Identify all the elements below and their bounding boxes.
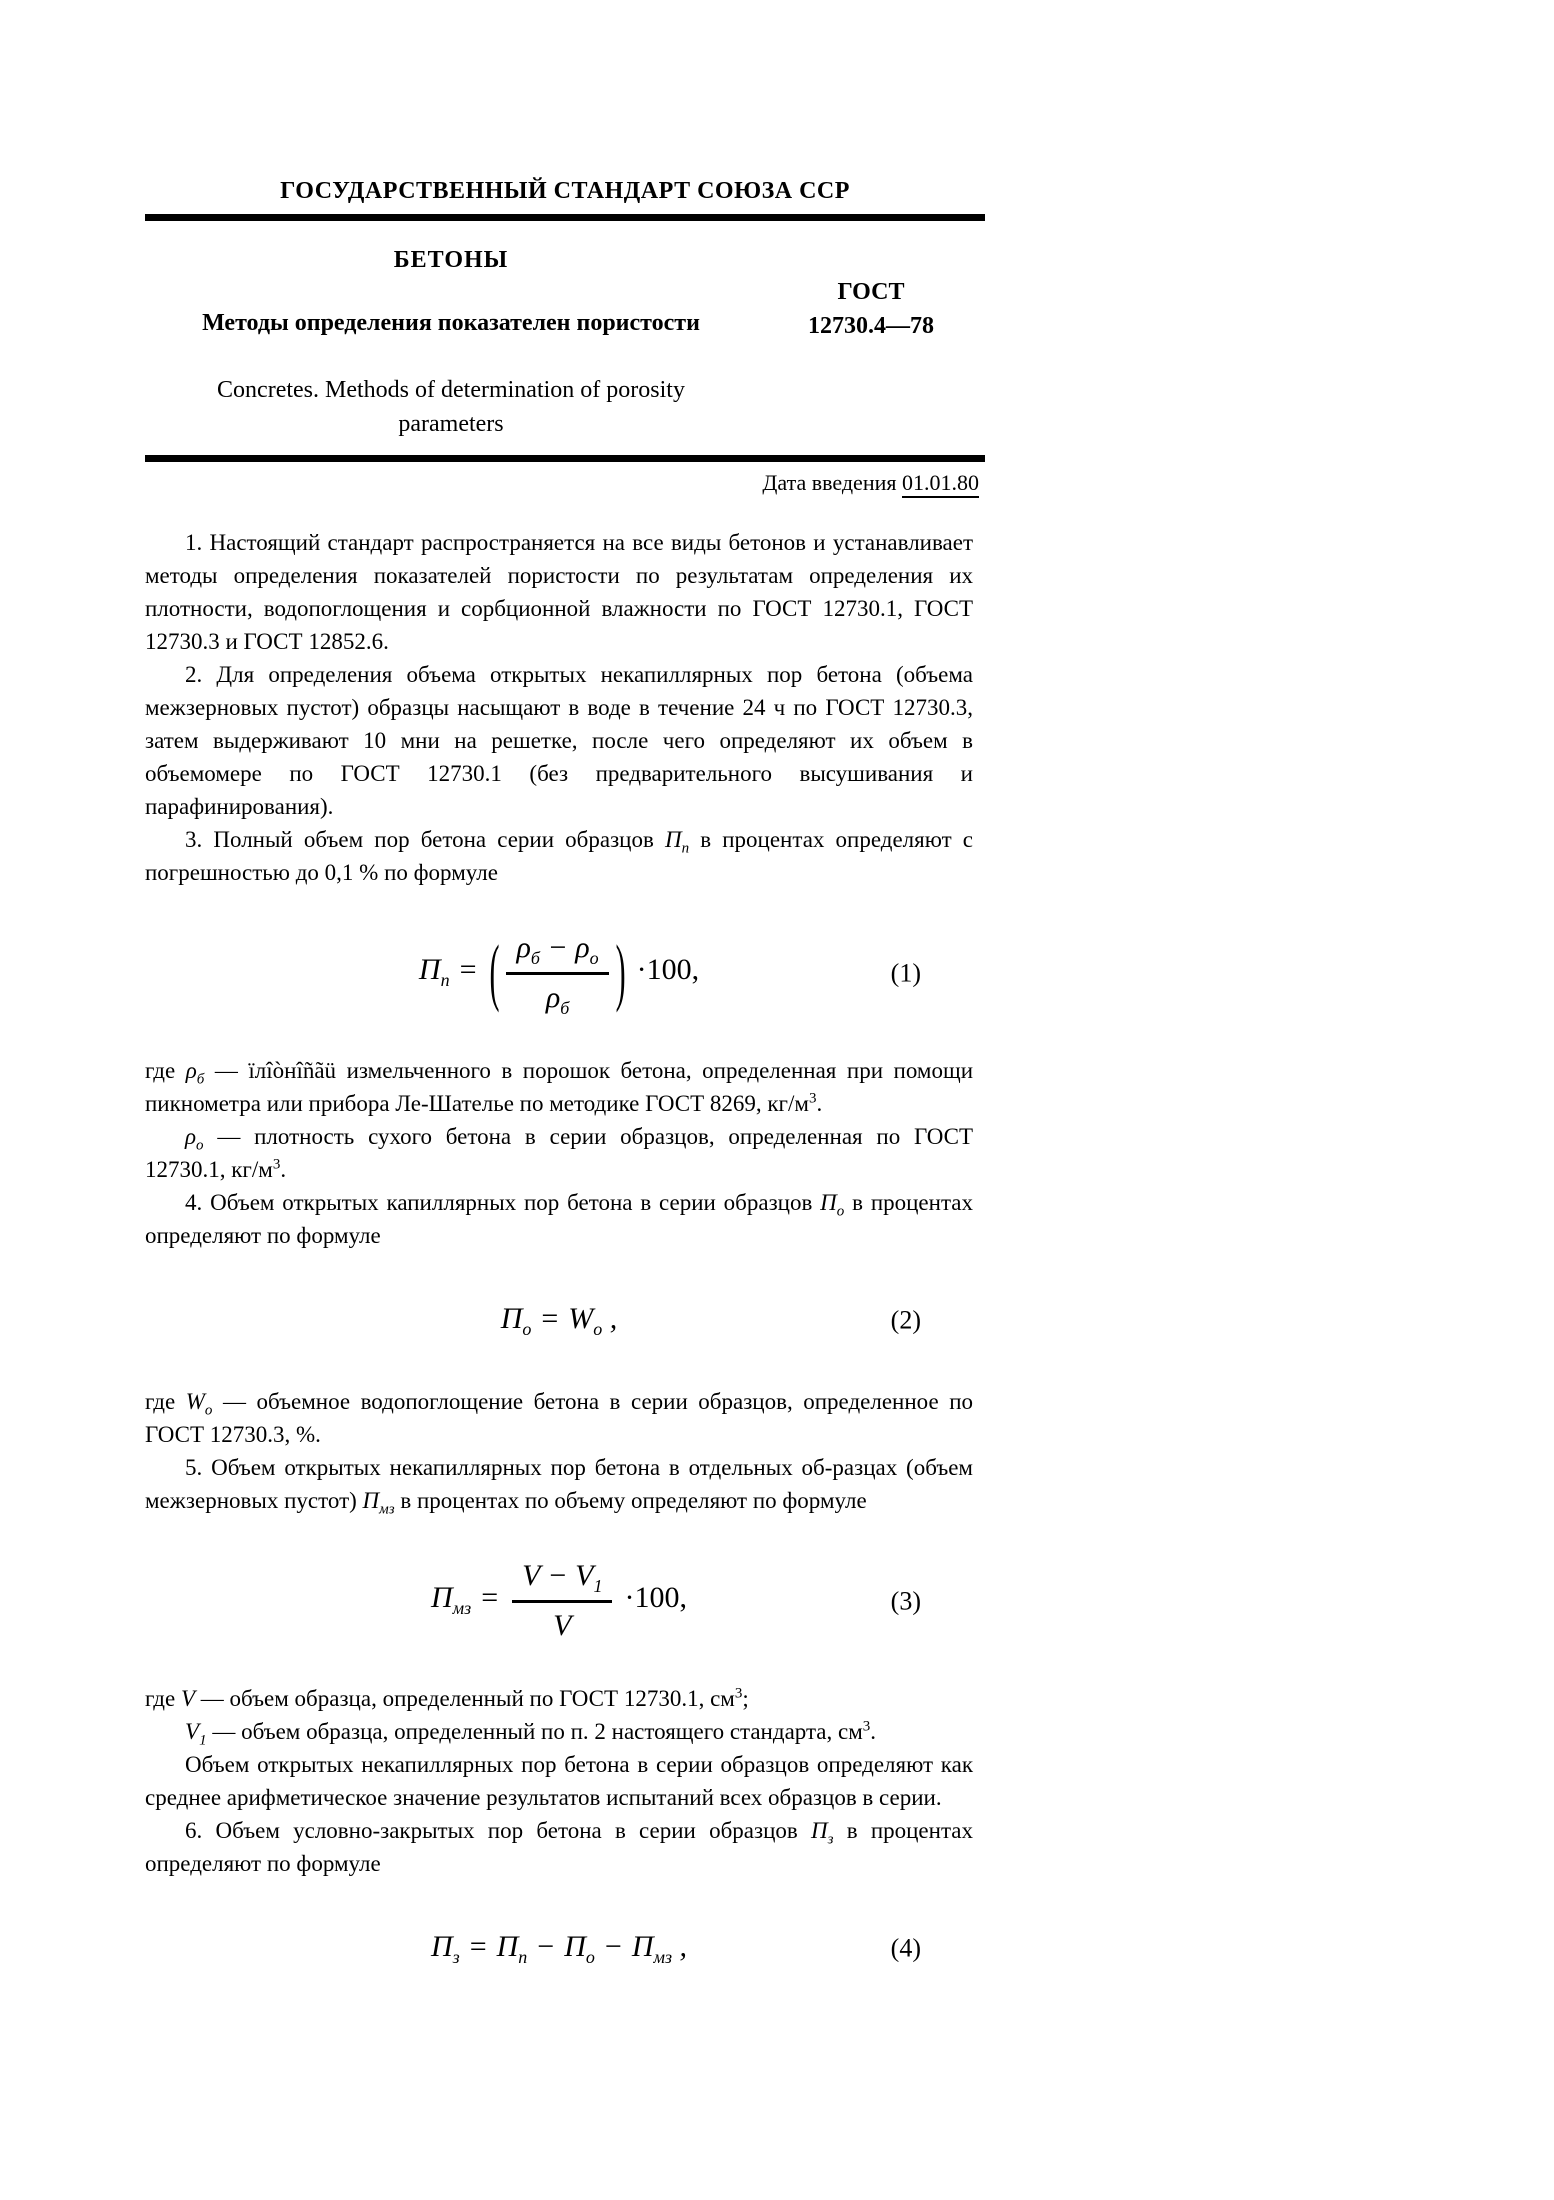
subtitle-en-line2: parameters [398,411,504,437]
formula-2-number: (2) [890,1305,921,1334]
date-value: 01.01.80 [902,470,979,498]
symbol-Pp: $П_п$ [664,827,690,857]
formula-2-expression: $П_о = W_о$ , [500,1302,618,1339]
formula-4 [145,1930,973,1965]
paragraph-5: 5. Объем открытых некапиллярных пор бетона в отдельных об-разцах (объем межзерновых пустот) $П_{мз}$ в процентах по объему определяют по формуле [145,1455,973,1518]
paragraph-4: 4. Объем открытых капиллярных пор бетона в серии образцов $П_о$ в процентах определяют по формуле [145,1190,973,1248]
formula-3-expression: $П_{мз}$ = $\frac{V - V_1}{V}$ ·100, [431,1559,687,1642]
date-label: Дата введения [762,470,902,495]
formula-4-expression: $П_з = П_п - П_о - П_{мз}$ , [431,1930,687,1967]
middle-divider [145,455,985,462]
subtitle-en-line1: Concretes. Methods of determination of porosity [217,377,685,403]
formula-4-number: (4) [890,1933,921,1962]
standard-code-block [757,247,985,441]
where-rho-b: где $\rho_б$ — ïлîòнîñãü измельченного в порошок бетона, определенная при помощи пикнометра или прибора Ле-Шателье по методике ГОСТ 8269, $кг/м^3$. [145,1058,973,1116]
where-V: где V — объем образца, определенный по ГОСТ 12730.1, $см^3$; [145,1685,749,1711]
where-W: где $W_о$ — объемное водопоглощение бетона в серии образцов, определенное по ГОСТ 12730.3, %. [145,1389,973,1447]
paragraph-7: 6. Объем условно-закрытых пор бетона в серии образцов $П_з$ в процентах определяют по формуле [145,1818,973,1876]
close-paren: ) [615,931,626,1014]
paragraph-3: 3. Полный объем пор бетона серии образцов $П_п$ в процентах определяют с погрешностью до 0,1 % по формуле [145,827,973,885]
paragraph-1: 1. Настоящий стандарт распространяется на все виды бетонов и устанавливает методы определения показателей пористости по результатам определения их плотности, водопоглощения и сорбционной влажности по ГОСТ 12730.1, ГОСТ 12730.3 и ГОСТ 12852.6. [145,530,973,654]
formula-1 [145,931,973,1018]
open-paren: ( [489,931,500,1014]
formula-2 [145,1302,973,1337]
fraction: $\frac{\rho_б - \rho_о}{\rho_б}$ [506,931,608,1014]
formula-1-expression: $П_п$ = ( $\frac{\rho_б - \rho_о}{\rho_б}$ ) ·100, [418,931,700,1018]
document-subtitle-ru: Методы определения показателен пористости [202,310,700,336]
symbol-rho-o: $\rho_о$ [185,1124,204,1154]
fraction: $\frac{V - V_1}{V}$ [512,1559,612,1642]
document-body [145,526,973,1965]
symbol-Wo: $W_о$ [185,1389,213,1419]
top-divider [145,214,985,221]
symbol-Pmz: $П_{мз}$ [362,1488,395,1518]
document-header [145,247,985,441]
introduction-date [145,470,985,496]
standard-code-label: ГОСТ [837,279,905,305]
symbol-Po: $П_о$ [820,1190,845,1220]
paragraph-2: 2. Для определения объема открытых некапиллярных пор бетона (объема межзерновых пустот) образцы насыщают в воде в течение 24 ч по ГОСТ 12730.3, затем выдерживают 10 мни на решетке, после чего определяют их объем в объемомере по ГОСТ 12730.1 (без предварительного высушивания и парафинирования). [145,662,973,819]
formula-1-number: (1) [890,958,921,987]
symbol-Pz: $П_з$ [811,1818,834,1848]
formula-3 [145,1559,973,1642]
document-content [145,0,985,2013]
where-V1: $V_1$ — объем образца, определенный по п. 2 настоящего стандарта, $см^3$. [185,1718,877,1749]
where-rho-o: $\rho_о$ — плотность сухого бетона в серии образцов, определенная по ГОСТ 12730.1, $кг/м^3$. [145,1124,973,1182]
symbol-V1: $V_1$ [185,1719,207,1749]
page-title: ГОСУДАРСТВЕННЫЙ СТАНДАРТ СОЮЗА ССР [280,178,850,204]
paragraph-6: Объем открытых некапиллярных пор бетона в серии образцов определяют как среднее арифметическое значение результатов испытаний всех образцов в серии. [145,1752,973,1810]
standard-code-number: 12730.4—78 [808,313,934,339]
header-left-column [145,247,757,441]
symbol-rho-b: $\rho_б$ [185,1058,205,1088]
document-subtitle-en [145,373,757,441]
symbol-V: V [180,1686,196,1711]
formula-3-number: (3) [890,1586,921,1615]
document-subject: БЕТОНЫ [393,247,509,273]
